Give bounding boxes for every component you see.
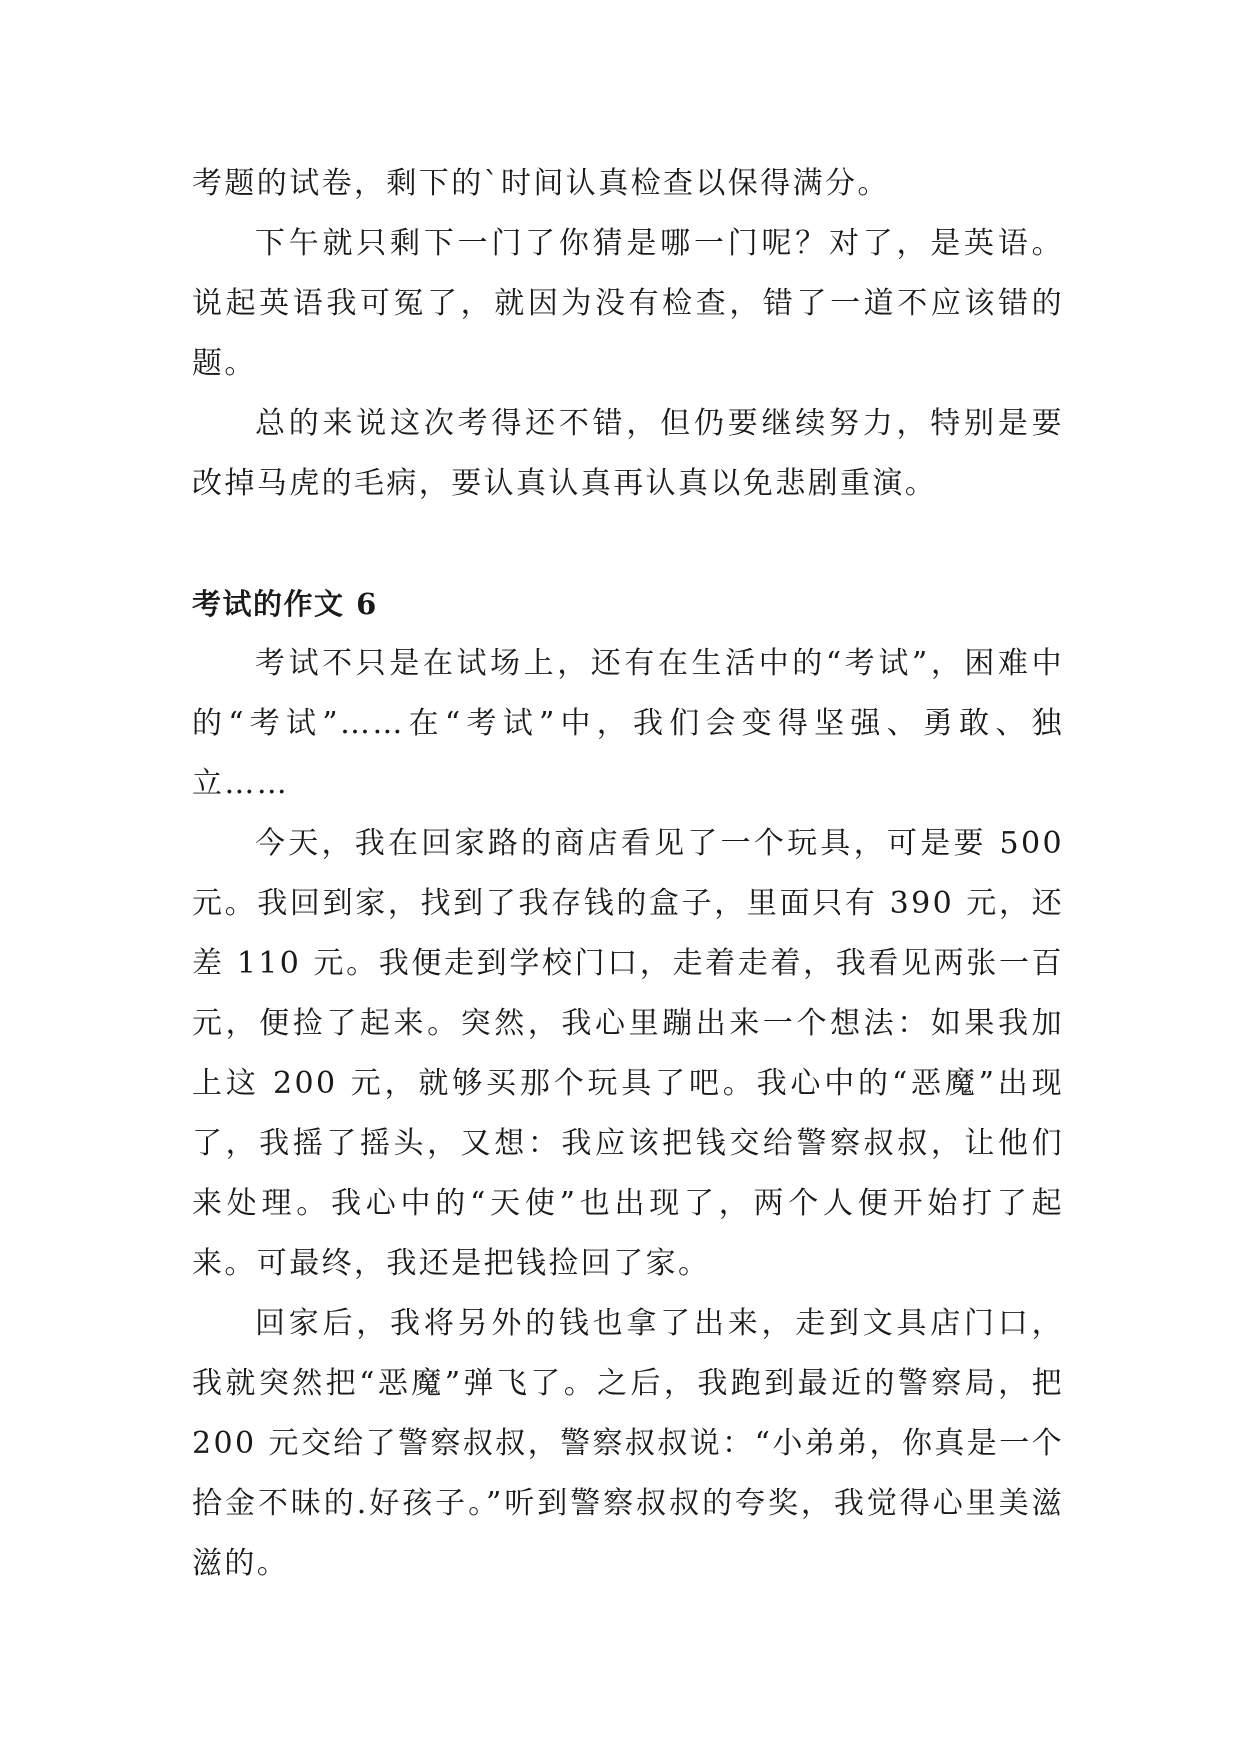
- essay-title: 考试的作文 6: [192, 587, 378, 621]
- paragraph-story: 今天，我在回家路的商店看见了一个玩具，可是要 500 元。我回到家，找到了我存钱的盒子，里面只有 390 元，还差 110 元。我便走到学校门口，走着走着，我看见两张一百元，便捡了起来。突然，我心里蹦出来一个想法：如果我加上这 200 元，就够买那个玩具了吧。我心中的“恶魔”出现了，我摇了摇头，又想：我应该把钱交给警察叔叔，让他们来处理。我心中的“天使”也出现了，两个人便开始打了起来。可最终，我还是把钱捡回了家。: [192, 826, 1064, 1281]
- document-page: [192, 154, 1064, 1594]
- paragraph-ending: 回家后，我将另外的钱也拿了出来，走到文具店门口，我就突然把“恶魔”弹飞了。之后，我跑到最近的警察局，把 200 元交给了警察叔叔，警察叔叔说：“小弟弟，你真是一个拾金不昧的.好孩子。”听到警察叔叔的夸奖，我觉得心里美滋滋的。: [192, 1306, 1064, 1581]
- paragraph-summary: 总的来说这次考得还不错，但仍要继续努力，特别是要改掉马虎的毛病，要认真认真再认真以免悲剧重演。: [192, 406, 1064, 501]
- paragraph-intro: 考试不只是在试场上，还有在生活中的“考试”，困难中的“考试”……在“考试”中，我们会变得坚强、勇敢、独立……: [192, 646, 1064, 801]
- paragraph-continuation: 考题的试卷，剩下的`时间认真检查以保得满分。: [192, 166, 890, 201]
- paragraph-english-exam: 下午就只剩下一门了你猜是哪一门呢？对了，是英语。说起英语我可冤了，就因为没有检查，错了一道不应该错的题。: [192, 226, 1064, 381]
